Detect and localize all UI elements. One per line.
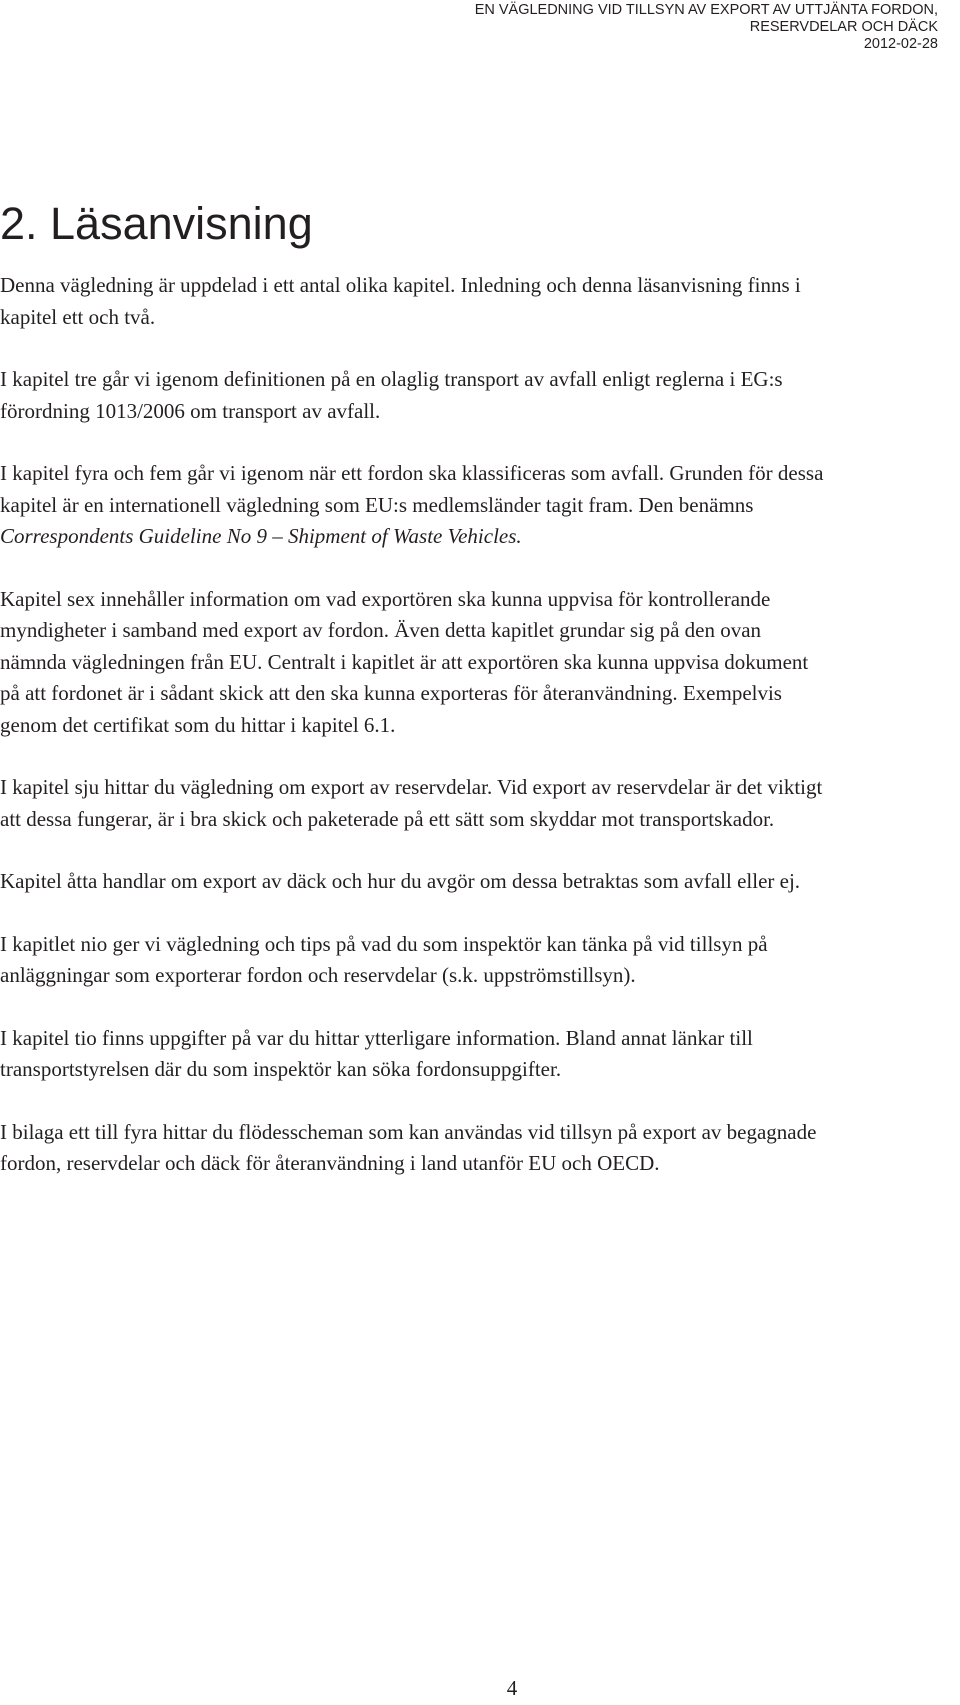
guideline-title: Correspondents Guideline No 9 – Shipment of Waste Vehicles. xyxy=(0,524,522,548)
header-date: 2012-02-28 xyxy=(863,36,938,52)
paragraph-3 xyxy=(0,458,830,553)
paragraph-2: I kapitel tre går vi igenom definitionen på en olaglig transport av avfall enligt reglerna i EG:s förordning 1013/2006 om transport av avfall. xyxy=(0,367,783,423)
paragraph-9: I bilaga ett till fyra hittar du flödesscheman som kan användas vid tillsyn på export av begagnade fordon, reservdelar och däck för återanvändning i land utanför EU och OECD. xyxy=(0,1119,817,1175)
section-heading: 2. Läsanvisning xyxy=(0,198,313,249)
paragraph-4: Kapitel sex innehåller information om vad exportören ska kunna uppvisa för kontrollerande myndigheter i samband med export av fordon. Även detta kapitlet grundar sig på den ovan nämnda vägledningen från EU. Centralt i kapitlet är att exportören ska kunna uppvisa dokument på att fordonet är i sådant skick att den ska kunna exporteras för återanvändning. Exempelvis genom det certifikat som du hittar i kapitel 6.1. xyxy=(0,586,809,737)
body-text xyxy=(0,270,830,1211)
page-number: 4 xyxy=(506,1676,518,1700)
paragraph-6: Kapitel åtta handlar om export av däck och hur du avgör om dessa betraktas som avfall eller ej. xyxy=(0,869,801,893)
paragraph-1: Denna vägledning är uppdelad i ett antal olika kapitel. Inledning och denna läsanvisning finns i kapitel ett och två. xyxy=(0,273,801,329)
header-title-line1: EN VÄGLEDNING VID TILLSYN AV EXPORT AV UTTJÄNTA FORDON, xyxy=(474,2,938,18)
header-title-line2: RESERVDELAR OCH DÄCK xyxy=(749,19,938,35)
paragraph-8: I kapitel tio finns uppgifter på var du hittar ytterligare information. Bland annat länkar till transportstyrelsen där du som inspektör kan söka fordonsuppgifter. xyxy=(0,1025,753,1081)
running-header xyxy=(475,2,938,53)
paragraph-3-text: I kapitel fyra och fem går vi igenom när ett fordon ska klassificeras som avfall. Grunden för dessa kapitel är en internationell vägledning som EU:s medlemsländer tagit fram. Den benämns xyxy=(0,461,824,517)
paragraph-7: I kapitlet nio ger vi vägledning och tips på vad du som inspektör kan tänka på vid tillsyn på anläggningar som exporterar fordon och reservdelar (s.k. uppströmstillsyn). xyxy=(0,931,768,987)
paragraph-5: I kapitel sju hittar du vägledning om export av reservdelar. Vid export av reservdelar är det viktigt att dessa fungerar, är i bra skick och paketerade på ett sätt som skyddar mot transportskador. xyxy=(0,775,823,831)
